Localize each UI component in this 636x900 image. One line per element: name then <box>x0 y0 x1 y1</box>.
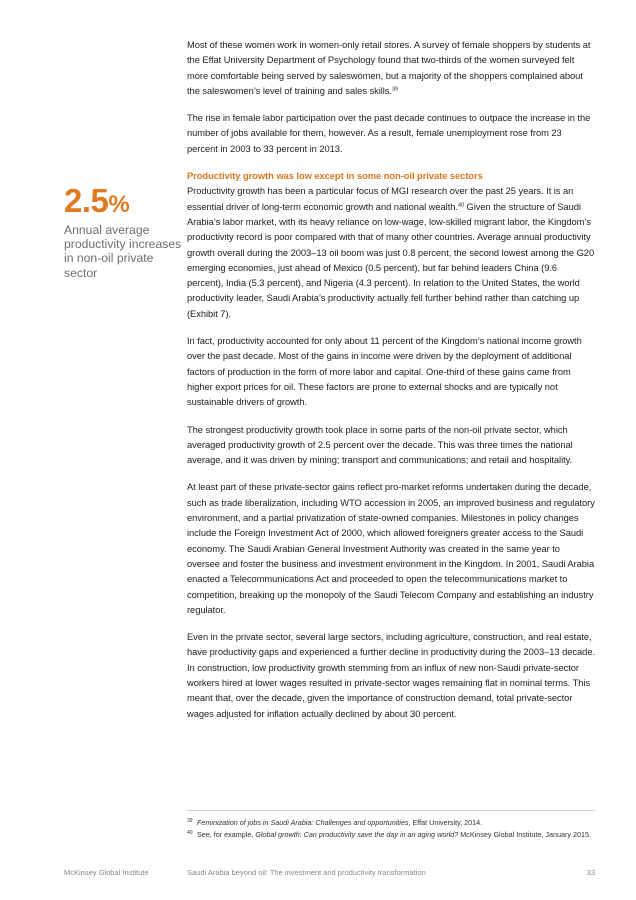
paragraph-text: Most of these women work in women-only retail stores. A survey of female shoppers by students at the Effat University Department of Psychology found that two-thirds of the women surveyed felt more comfortable being served by saleswomen, but a majority of the shoppers complained about the saleswomen’s level of training and sales skills. <box>187 40 591 96</box>
stat-callout <box>64 183 182 280</box>
footnote-ref-39[interactable]: 39 <box>391 86 399 93</box>
section-heading: Productivity growth was low except in some non-oil private sectors <box>187 171 483 182</box>
stat-value <box>64 183 182 223</box>
paragraph-productivity-growth <box>187 184 595 322</box>
paragraph-text: Given the structure of Saudi Arabia’s labor market, with its heavy reliance on low-wage, low-skilled migrant labor, the Kingdom’s productivity record is poor compared with that of many other countries. Average annual productivity growth overall during the 2003–13 oil boom was just 0.8 percent, the second lowest among the G20 emerging economies, just ahead of Mexico (0.5 percent), but far behind leaders China (9.6 percent), India (5.3 percent), and Nigeria (4.3 percent). In relation to the United States, the world productivity leader, Saudi Arabia’s productivity actually fell further behind rather than catching up (Exhibit 7). <box>187 201 595 319</box>
footnote-39 <box>187 817 595 828</box>
paragraph-national-income: In fact, productivity accounted for only about 11 percent of the Kingdom’s national income growth over the past decade. Most of the gains in income were driven by the deployment of additional factors of production in the form of more labor and capital. One-third of these gains came from higher export prices for oil. These factors are prone to external shocks and are typically not sustainable drivers of growth. <box>187 336 582 408</box>
footnote-number: 40 <box>187 830 193 836</box>
footnote-title: Global growth: Can productivity save the day in an aging world? <box>255 830 459 839</box>
footnote-text: , Effat University, 2014. <box>408 818 483 827</box>
footnote-40 <box>187 829 595 840</box>
footnote-text: See, for example, <box>197 830 256 839</box>
paragraph-text: Productivity growth has been a particular focus of MGI research over the past 25 years. It is an essential driver of long-term economic growth and national wealth. <box>187 186 574 212</box>
footnote-ref-40[interactable]: 40 <box>457 202 464 209</box>
paragraph-female-unemployment: The rise in female labor participation over the past decade continues to outpace the increase in the number of jobs available for them, however. As a result, female unemployment rose from 23 percent in 2003 to 33 percent in 2013. <box>187 113 591 154</box>
footer-report-title: Saudi Arabia beyond oil: The investment and productivity transformation <box>187 868 426 877</box>
footnote-title: Feminization of jobs in Saudi Arabia: Challenges and opportunities <box>197 818 409 827</box>
paragraph-strongest-growth: The strongest productivity growth took place in some parts of the non-oil private sector, which averaged productivity growth of 2.5 percent over the decade. This was three times the national average, and it was driven by mining; transport and communications; and retail and hospitality. <box>187 424 573 466</box>
footer-publisher: McKinsey Global Institute <box>64 868 149 877</box>
stat-caption: Annual average productivity increases in non-oil private sector <box>64 223 182 280</box>
footnotes <box>187 810 595 841</box>
stat-number: 2.5 <box>64 182 109 219</box>
footnote-text: McKinsey Global Institute, January 2015. <box>458 830 591 839</box>
paragraph-women-retail <box>187 38 595 99</box>
paragraph-private-sector-reforms: At least part of these private-sector gains reflect pro-market reforms undertaken during the decade, such as trade liberalization, including WTO accession in 2005, an improved business and regulatory environment, and a partial privatization of state-owned companies. Milestones in policy changes include the Foreign Investment Act of 2000, which allowed foreigners greater access to the Saudi economy. The Saudi Arabian General Investment Authority was created in the same year to oversee and foster the business and investment environment in the Kingdom. In 2001, Saudi Arabia enacted a Telecommunications Act and proceeded to open the telecommunications market to competition, breaking up the monopoly of the Saudi Telecom Company and establishing an industry regulator. <box>187 482 595 615</box>
main-column <box>187 38 595 734</box>
page-number: 33 <box>586 868 595 877</box>
stat-unit: % <box>108 191 130 218</box>
footnote-number: 39 <box>187 818 193 824</box>
paragraph-productivity-gaps: Even in the private sector, several large sectors, including agriculture, construction, and real estate, have productivity gaps and experienced a further decline in productivity during the 2003–13 decade. In construction, low productivity growth stemming from an influx of new non-Saudi private-sector workers hired at lower wages resulted in private-sector wages remaining flat in nominal terms. This meant that, over the decade, given the importance of construction demand, total private-sector wages adjusted for inflation actually declined by about 30 percent. <box>187 632 596 719</box>
